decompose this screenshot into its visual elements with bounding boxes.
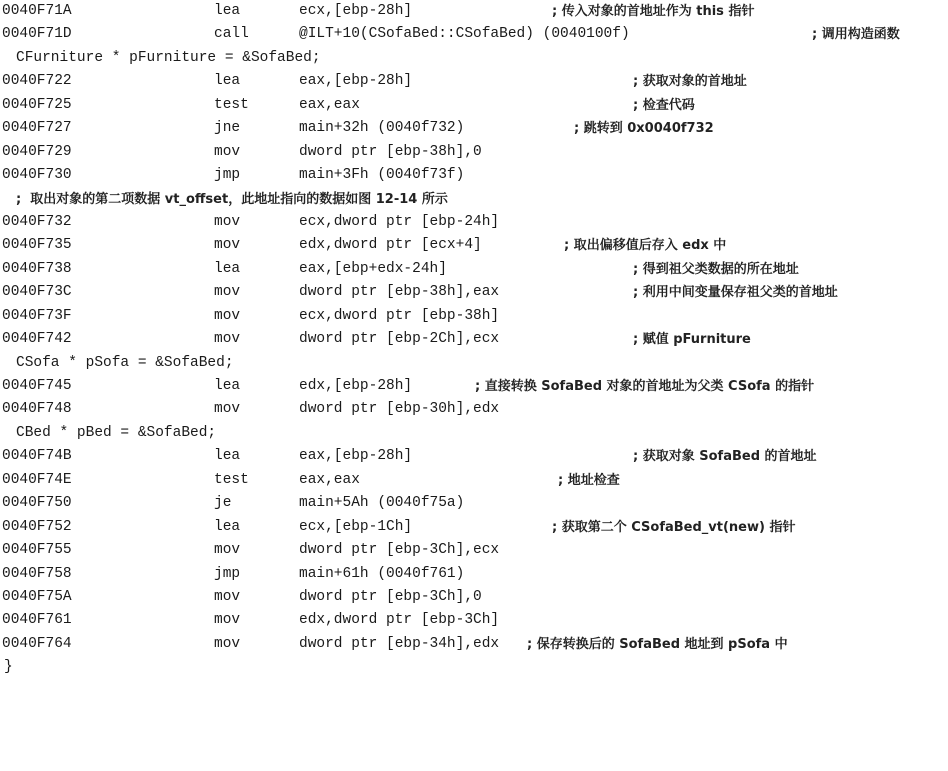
operands: main+3Fh (0040f73f) [299, 167, 465, 184]
comment: ; 传入对象的首地址作为 this 指针 [552, 4, 755, 19]
comment: ; 检查代码 [633, 97, 695, 113]
address: 0040F742 [2, 331, 72, 348]
code-line [0, 234, 948, 257]
address: 0040F730 [2, 167, 72, 184]
operands: ecx,[ebp-28h] [299, 3, 413, 19]
comment: ; 跳转到 0x0040f732 [574, 121, 714, 137]
operands: main+61h (0040f761) [299, 565, 465, 582]
code-line [0, 375, 948, 398]
operands: dword ptr [ebp-3Ch],ecx [299, 542, 500, 559]
opcode: je [214, 495, 232, 512]
operands: main+32h (0040f732) [299, 120, 465, 137]
address: 0040F748 [2, 401, 72, 418]
code-line [0, 0, 948, 23]
code-line [0, 422, 948, 445]
operands: dword ptr [ebp-38h],0 [299, 143, 482, 160]
address: 0040F73F [2, 307, 72, 324]
note-comment: ; 取出对象的第二项数据 vt_offset，此地址指向的数据如图 12-14 所示 [16, 191, 448, 207]
code-line [0, 563, 948, 586]
opcode: mov [214, 307, 241, 324]
code-line [0, 188, 948, 211]
code-line [0, 47, 948, 70]
code-line [0, 23, 948, 46]
code-line [0, 117, 948, 140]
operands: dword ptr [ebp-30h],edx [299, 401, 500, 418]
code-line [0, 633, 948, 656]
operands: dword ptr [ebp-3Ch],0 [299, 588, 482, 605]
source-line: CSofa * pSofa = &SofaBed; [16, 354, 234, 371]
code-line [0, 141, 948, 164]
code-line [0, 164, 948, 187]
comment: ; 直接转换 SofaBed 对象的首地址为父类 CSofa 的指针 [475, 379, 815, 394]
code-line [0, 258, 948, 281]
opcode: lea [214, 3, 241, 19]
opcode: mov [214, 143, 241, 160]
opcode: jmp [214, 167, 241, 184]
code-line [0, 586, 948, 609]
address: 0040F758 [2, 565, 72, 582]
opcode: mov [214, 237, 241, 254]
opcode: lea [214, 260, 241, 277]
code-line [0, 469, 948, 492]
comment: ; 获取对象的首地址 [633, 74, 747, 90]
address: 0040F74B [2, 448, 72, 465]
comment: ; 取出偏移值后存入 edx 中 [564, 238, 727, 254]
operands: eax,[ebp-28h] [299, 448, 413, 465]
operands: @ILT+10(CSofaBed::CSofaBed) (0040100f) [299, 26, 630, 43]
address: 0040F729 [2, 143, 72, 160]
opcode: mov [214, 542, 241, 559]
code-line [0, 70, 948, 93]
code-line [0, 609, 948, 632]
source-line: CBed * pBed = &SofaBed; [16, 424, 217, 441]
address: 0040F727 [2, 120, 72, 137]
operands: eax,eax [299, 471, 360, 488]
code-line [0, 492, 948, 515]
operands: dword ptr [ebp-2Ch],ecx [299, 331, 500, 348]
operands: edx,dword ptr [ecx+4] [299, 237, 482, 254]
code-line [0, 516, 948, 539]
opcode: mov [214, 612, 241, 629]
address: 0040F71A [2, 3, 72, 19]
comment: ; 得到祖父类数据的所在地址 [633, 261, 799, 277]
operands: main+5Ah (0040f75a) [299, 495, 465, 512]
operands: dword ptr [ebp-38h],eax [299, 284, 500, 301]
operands: edx,dword ptr [ebp-3Ch] [299, 612, 500, 629]
code-line [0, 352, 948, 375]
operands: eax,eax [299, 96, 360, 113]
opcode: jne [214, 120, 241, 137]
code-line [0, 211, 948, 234]
code-line [0, 398, 948, 421]
address: 0040F75A [2, 588, 72, 605]
opcode: lea [214, 518, 241, 535]
opcode: lea [214, 378, 241, 394]
address: 0040F750 [2, 495, 72, 512]
opcode: mov [214, 331, 241, 348]
address: 0040F755 [2, 542, 72, 559]
code-line [0, 445, 948, 468]
source-line: CFurniture * pFurniture = &SofaBed; [16, 49, 321, 66]
code-line [0, 305, 948, 328]
opcode: mov [214, 213, 241, 230]
comment: ; 获取第二个 CSofaBed_vt(new) 指针 [552, 519, 796, 535]
opcode: mov [214, 401, 241, 418]
opcode: test [214, 96, 249, 113]
opcode: mov [214, 284, 241, 301]
address: 0040F764 [2, 635, 72, 652]
opcode: mov [214, 588, 241, 605]
operands: ecx,dword ptr [ebp-24h] [299, 213, 500, 230]
code-line [0, 281, 948, 304]
closing-brace: } [4, 659, 13, 676]
code-line [0, 539, 948, 562]
address: 0040F73C [2, 284, 72, 301]
address: 0040F725 [2, 96, 72, 113]
operands: ecx,[ebp-1Ch] [299, 518, 413, 535]
operands: eax,[ebp-28h] [299, 73, 413, 90]
address: 0040F752 [2, 518, 72, 535]
comment: ; 保存转换后的 SofaBed 地址到 pSofa 中 [527, 636, 788, 652]
comment: ; 利用中间变量保存祖父类的首地址 [633, 285, 838, 301]
opcode: test [214, 471, 249, 488]
opcode: jmp [214, 565, 241, 582]
comment: ; 地址检查 [558, 472, 620, 488]
opcode: call [214, 26, 249, 43]
operands: ecx,dword ptr [ebp-38h] [299, 307, 500, 324]
operands: dword ptr [ebp-34h],edx [299, 635, 500, 652]
address: 0040F735 [2, 237, 72, 254]
address: 0040F732 [2, 213, 72, 230]
opcode: lea [214, 448, 241, 465]
code-line [0, 656, 948, 679]
address: 0040F745 [2, 378, 72, 394]
address: 0040F722 [2, 73, 72, 90]
operands: eax,[ebp+edx-24h] [299, 260, 447, 277]
operands: edx,[ebp-28h] [299, 378, 413, 394]
code-line [0, 94, 948, 117]
address: 0040F71D [2, 26, 72, 43]
code-line [0, 328, 948, 351]
opcode: mov [214, 635, 241, 652]
address: 0040F761 [2, 612, 72, 629]
address: 0040F738 [2, 260, 72, 277]
opcode: lea [214, 73, 241, 90]
comment: ; 赋值 pFurniture [633, 332, 751, 348]
comment: ; 调用构造函数 [812, 27, 900, 43]
comment: ; 获取对象 SofaBed 的首地址 [633, 449, 817, 465]
address: 0040F74E [2, 471, 72, 488]
